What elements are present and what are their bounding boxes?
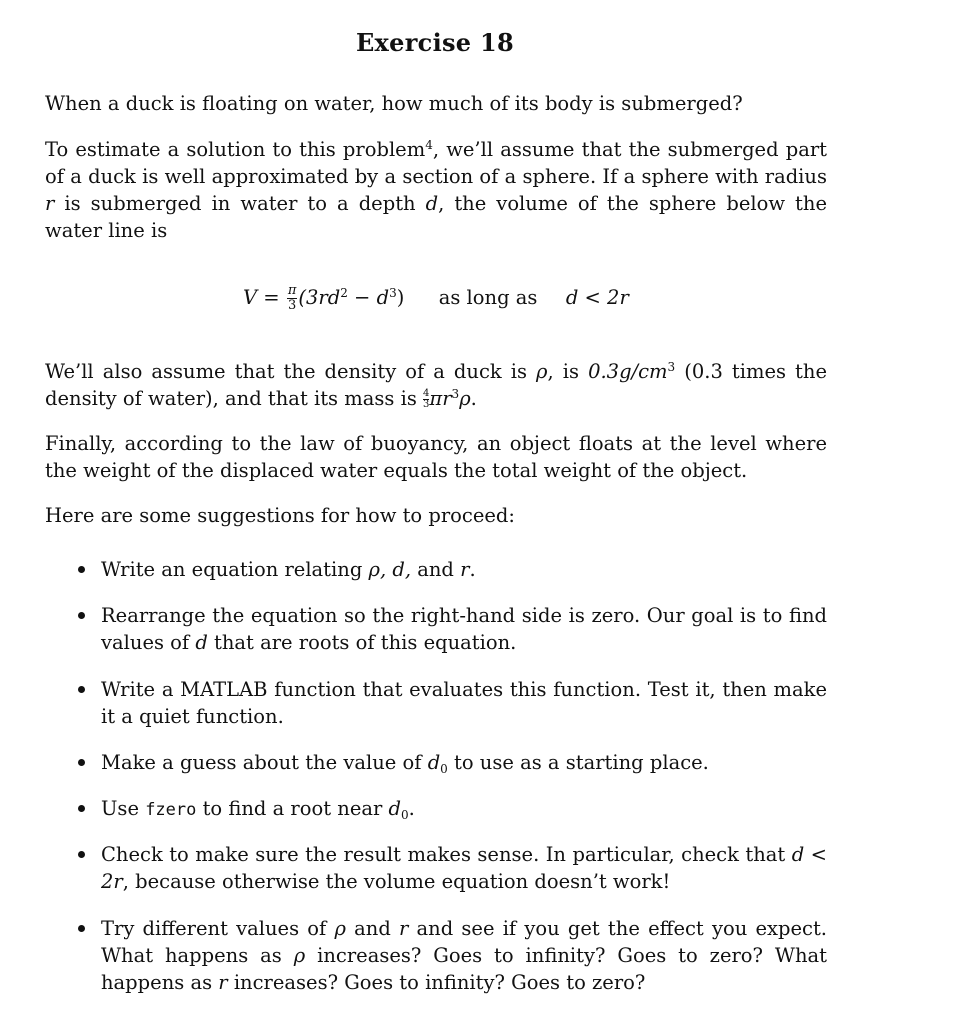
density-end: . xyxy=(470,387,477,410)
intro-text-3: is submerged in water to a depth xyxy=(54,192,426,215)
intro-text-1: To estimate a solution to this problem xyxy=(45,138,426,161)
b7-text-4: increases? Goes to infinity? Goes to zero? xyxy=(227,971,646,994)
list-item xyxy=(75,915,827,996)
density-paragraph xyxy=(45,358,827,412)
mass-rho: ρ xyxy=(459,387,471,410)
buoyancy-paragraph: Finally, according to the law of buoyancy, an object floats at the level where the weight of the displaced water equals the total weight of the object. xyxy=(45,432,827,482)
list-item xyxy=(75,841,827,895)
b5-d: d xyxy=(388,797,401,820)
b4-text-1: Make a guess about the value of xyxy=(101,751,428,774)
b1-text: Write an equation relating xyxy=(101,558,369,581)
question-paragraph: When a duck is floating on water, how much of its body is submerged? xyxy=(45,92,743,115)
b7-text-2: and see if you get the effect you expect. What happens as xyxy=(101,917,827,967)
eq-exp3: 3 xyxy=(389,286,397,300)
b4-d: d xyxy=(427,751,441,774)
eq-fraction xyxy=(287,284,298,313)
b7-and: and xyxy=(345,917,400,940)
b1-and: and xyxy=(411,558,461,581)
eq-condition-text: as long as xyxy=(438,286,538,309)
b1-end: . xyxy=(469,558,476,581)
eq-body: (3rd xyxy=(298,286,341,309)
list-item: Write a MATLAB function that evaluates this function. Test it, then make it a quiet function. xyxy=(75,676,827,730)
mass-num: 4 xyxy=(423,388,430,399)
footnote-mark: 4 xyxy=(425,138,433,152)
b6-text-2: , because otherwise the volume equation doesn’t work! xyxy=(122,870,671,893)
b6-text-1: Check to make sure the result makes sense. In particular, check that xyxy=(101,843,792,866)
b7-r2: r xyxy=(218,971,228,994)
var-d: d xyxy=(425,192,439,215)
density-text-1: We’ll also assume that the density of a duck is xyxy=(45,360,537,383)
b7-text-1: Try different values of xyxy=(101,917,335,940)
b5-code: fzero xyxy=(145,800,197,820)
b7-text-3: increases? Goes to infinity? Goes to zero? What happens as xyxy=(101,944,827,994)
eq-minus: − d xyxy=(347,286,390,309)
b7-rho: ρ xyxy=(334,917,346,940)
volume-equation xyxy=(243,284,629,313)
eq-close: ) xyxy=(396,286,405,309)
mass-expr: πr xyxy=(429,387,452,410)
list-item xyxy=(75,556,827,583)
eq-condition: d < 2r xyxy=(565,286,629,309)
mass-den: 3 xyxy=(423,399,430,410)
b5-end: . xyxy=(408,797,415,820)
intro-paragraph xyxy=(45,136,827,244)
b6-math: d < 2r xyxy=(101,843,827,893)
density-text-3: (0.3 times the density of water), and that its mass is xyxy=(45,360,827,410)
suggestions-intro: Here are some suggestions for how to proceed: xyxy=(45,504,515,527)
b5-sub: 0 xyxy=(400,808,409,822)
list-item xyxy=(75,795,827,824)
list-item xyxy=(75,602,827,656)
eq-frac-den: 3 xyxy=(287,298,297,313)
b2-text-1: Rearrange the equation so the right-hand side is zero. Our goal is to find values of xyxy=(101,604,827,654)
eq-frac-num: π xyxy=(287,283,297,298)
density-exp: 3 xyxy=(667,360,676,374)
eq-lhs: V = xyxy=(243,286,280,309)
b4-text-2: to use as a starting place. xyxy=(447,751,709,774)
b1-r: r xyxy=(460,558,470,581)
intro-text-2: , we’ll assume that the submerged part of a duck is well approximated by a section of a sphere. If a sphere with radius xyxy=(45,138,827,188)
density-rho: ρ xyxy=(536,360,548,383)
b7-r: r xyxy=(399,917,409,940)
b1-vars: ρ, d, xyxy=(368,558,412,581)
b5-text-1: Use xyxy=(101,797,146,820)
var-r: r xyxy=(45,192,55,215)
b2-text-2: that are roots of this equation. xyxy=(207,631,517,654)
b5-text-2: to find a root near xyxy=(196,797,389,820)
b2-d: d xyxy=(195,631,208,654)
exercise-title: Exercise 18 xyxy=(355,28,515,57)
eq-exp2: 2 xyxy=(340,286,348,300)
list-item xyxy=(75,749,827,776)
b4-sub: 0 xyxy=(440,762,448,776)
density-text-2: , is xyxy=(547,360,589,383)
mass-exp: 3 xyxy=(451,387,460,401)
intro-text-4: , the volume of the sphere below the water line is xyxy=(45,192,827,242)
density-value: 0.3g/cm xyxy=(588,360,668,383)
b7-rho2: ρ xyxy=(293,944,306,967)
